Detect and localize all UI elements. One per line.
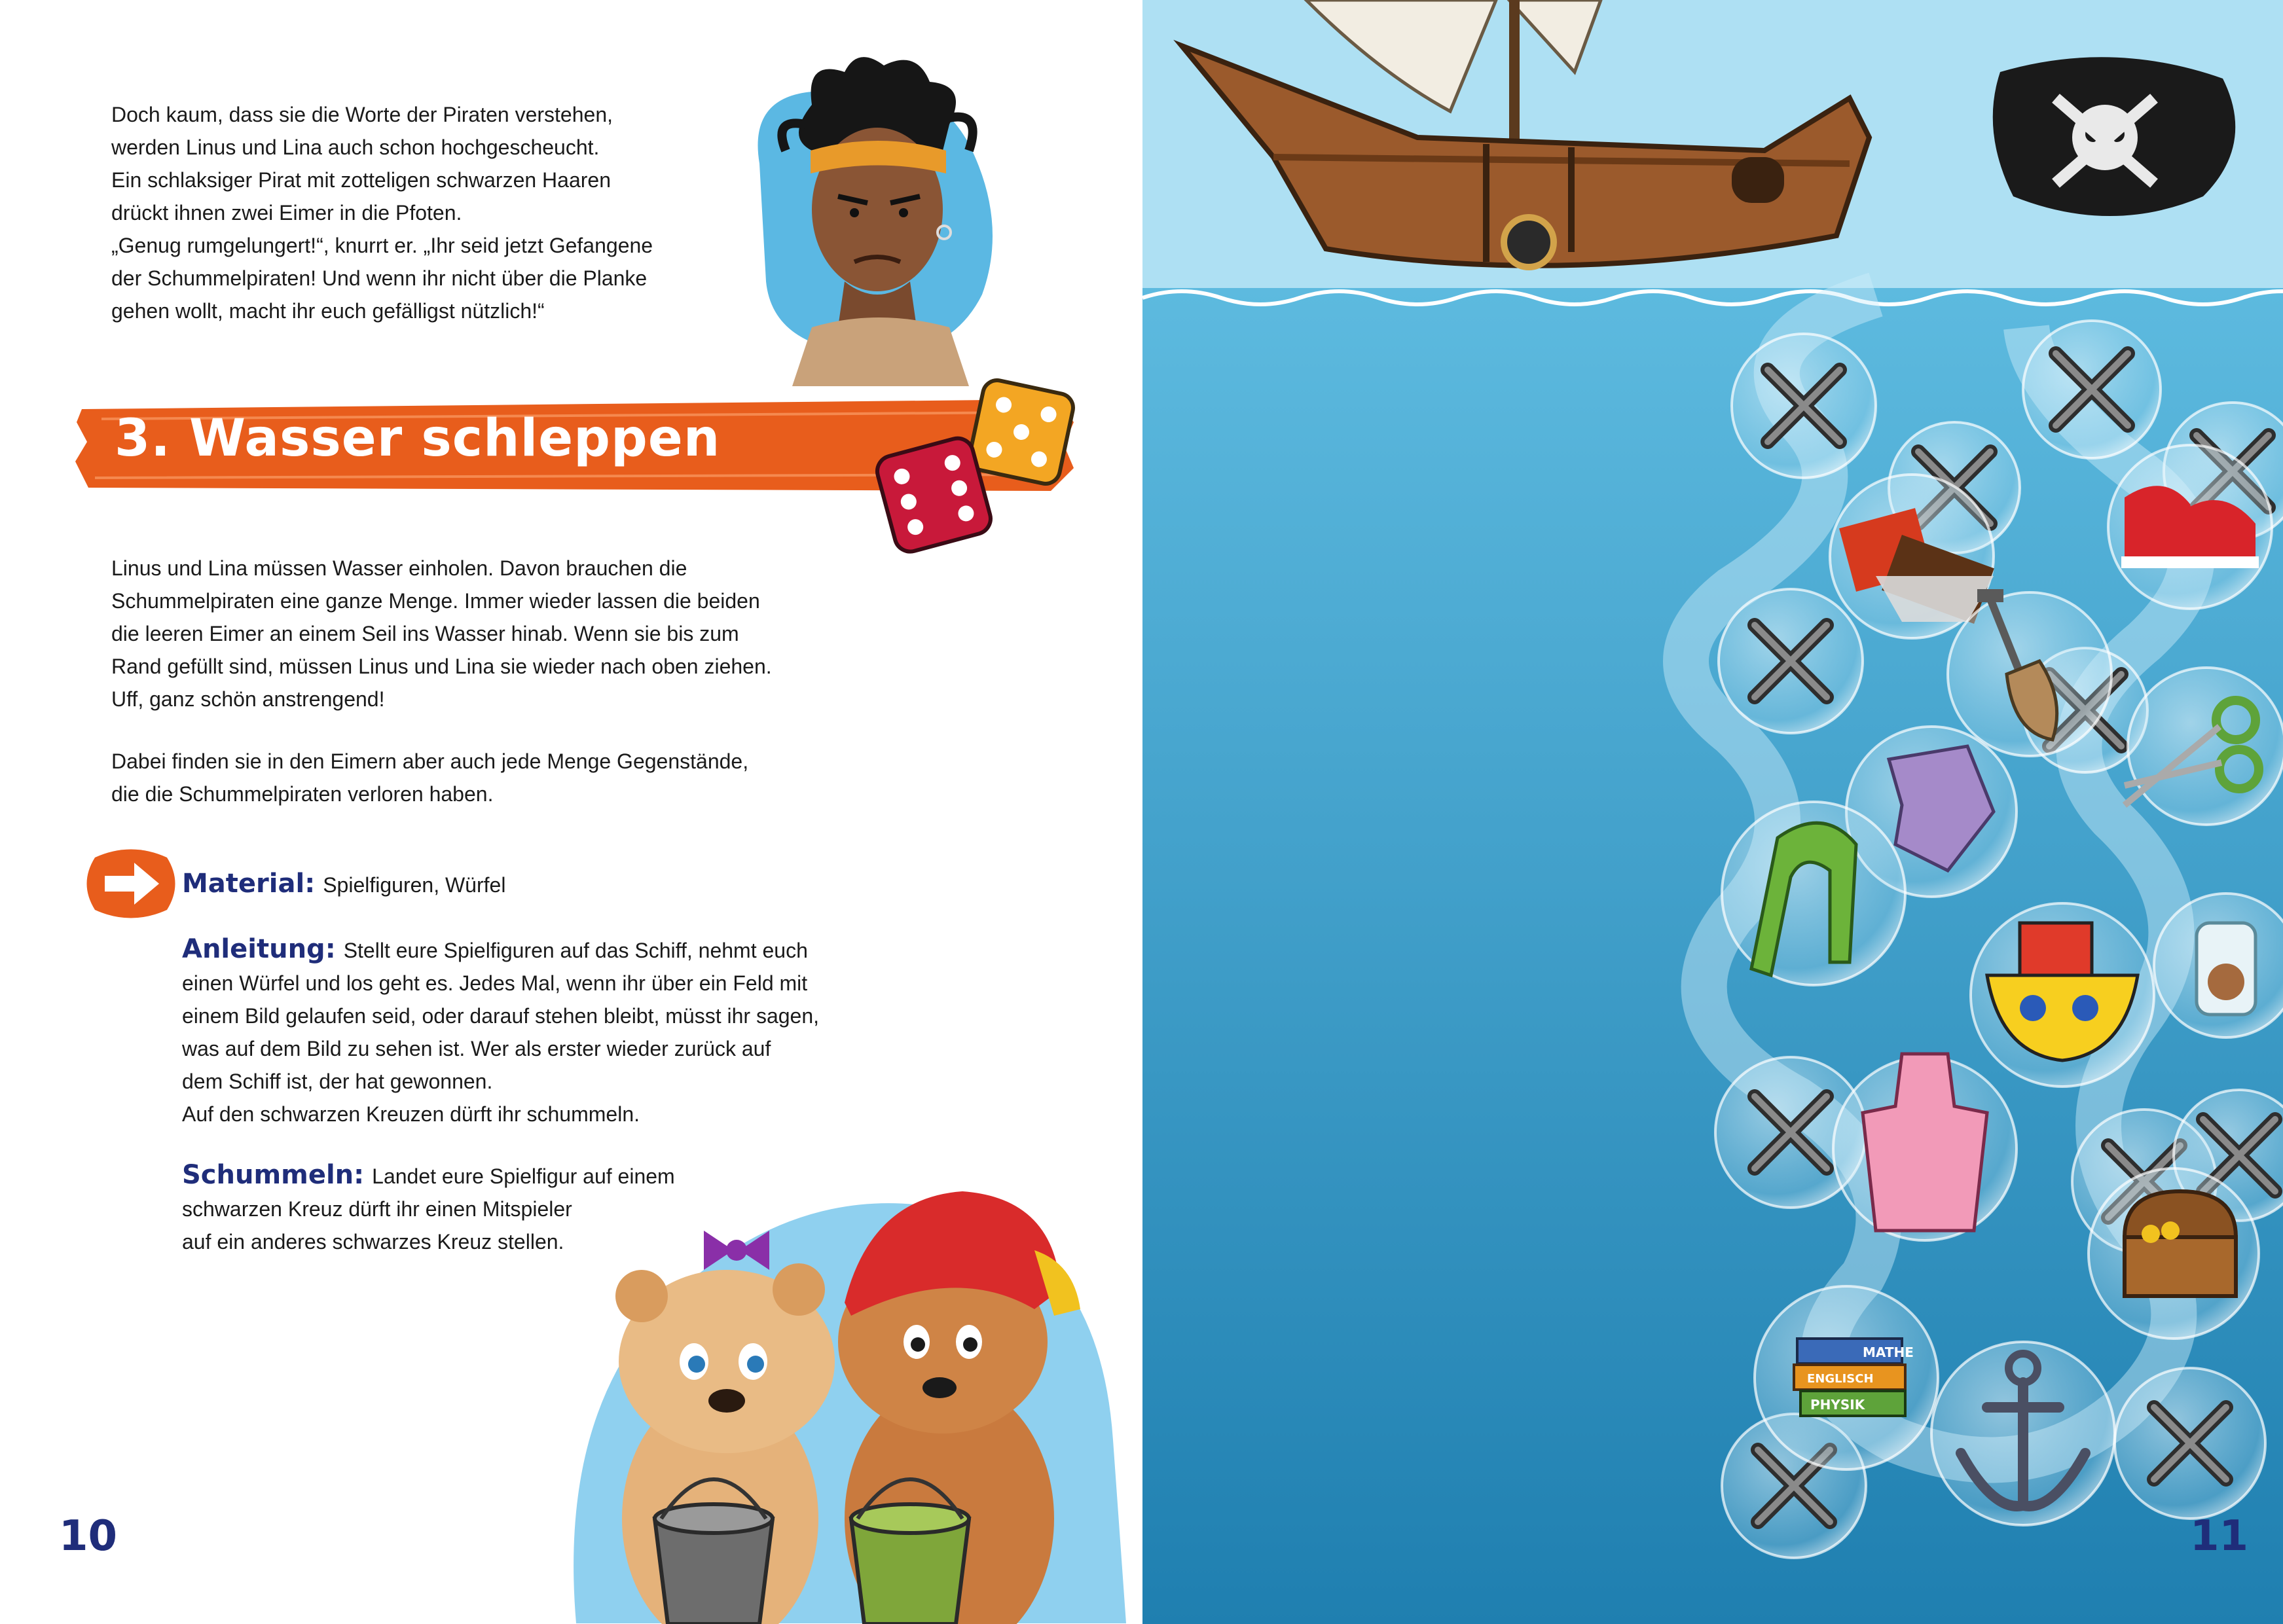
book-label: ENGLISCH [1807,1372,1874,1386]
dice-icon [864,367,1080,556]
story-line: Dabei finden sie in den Eimern aber auch jede Menge Gegenstände, [111,749,749,773]
intro-line: Doch kaum, dass sie die Worte der Piraten verstehen, [111,103,613,126]
shampoo-icon [2154,893,2283,1038]
story-paragraph [111,552,864,715]
treasure-chest-icon [2089,1168,2259,1339]
anleitung-line: was auf dem Bild zu sehen ist. Wer als erster wieder zurück auf [182,1037,771,1060]
book-label: PHYSIK [1810,1397,1865,1413]
anleitung-line: dem Schiff ist, der hat gewonnen. [182,1070,493,1093]
story-line: Schummelpiraten eine ganze Menge. Immer wieder lassen die beiden [111,589,760,613]
story-line: Rand gefüllt sind, müssen Linus und Lina sie wieder nach oben ziehen. [111,655,772,678]
section-title: 3. Wasser schleppen [115,409,721,468]
anleitung-label: Anleitung: [182,934,336,964]
book-label: MATHE [1863,1344,1914,1360]
intro-line: gehen wollt, macht ihr euch gefälligst nützlich!“ [111,299,545,323]
anleitung-line: Auf den schwarzen Kreuzen dürft ihr schummeln. [182,1102,640,1126]
pirate-flag-icon [1993,57,2235,216]
page-number-left: 10 [59,1512,118,1561]
story-paragraph-2 [111,745,864,810]
material-text: Spielfiguren, Würfel [323,873,506,897]
scarf-icon [1722,802,1905,985]
intro-line: werden Linus und Lina auch schon hochgescheucht. [111,135,600,159]
right-page [1142,0,2283,1624]
intro-line: drückt ihnen zwei Eimer in die Pfoten. [111,201,462,225]
page-number-right: 11 [2190,1512,2249,1561]
story-line: Linus und Lina müssen Wasser einholen. Davon brauchen die [111,556,687,580]
material-label: Material: [182,869,316,899]
pirate-illustration [733,46,1008,386]
story-line: die leeren Eimer an einem Seil ins Wasser hinab. Wenn sie bis zum [111,622,739,645]
intro-line: Ein schlaksiger Pirat mit zotteligen schwarzen Haaren [111,168,611,192]
schummeln-line: schwarzen Kreuz dürft ihr einen Mitspieler [182,1197,572,1221]
toy-boat-icon [1971,903,2154,1087]
shovel-icon [1948,589,2111,756]
schummeln-line: Landet eure Spielfigur auf einem [372,1164,675,1188]
intro-line: „Genug rumgelungert!“, knurrt er. „Ihr seid jetzt Gefangene [111,234,653,257]
story-line: Uff, ganz schön anstrengend! [111,687,385,711]
books-icon [1755,1286,1938,1470]
schummeln-label: Schummeln: [182,1160,365,1190]
intro-line: der Schummelpiraten! Und wenn ihr nicht über die Planke [111,266,648,290]
chocolate-icon [1830,475,1994,638]
material-block [182,867,889,901]
anchor-icon [1931,1342,2115,1525]
intro-text [111,98,766,327]
apron-icon [1833,1054,2017,1240]
anleitung-line: einen Würfel und los geht es. Jedes Mal, wenn ihr über ein Feld mit [182,971,808,995]
anleitung-line: einem Bild gelaufen seid, oder darauf stehen bleibt, müsst ihr sagen, [182,1004,820,1028]
anleitung-line: Stellt eure Spielfiguren auf das Schiff, nehmt euch [343,939,808,962]
arrow-right-icon [82,844,180,923]
schummeln-line: auf ein anderes schwarzes Kreuz stellen. [182,1230,564,1254]
story-line: die die Schummelpiraten verloren haben. [111,782,494,806]
otters-illustration [537,1100,1139,1624]
sneakers-icon [2108,445,2272,609]
game-board [1142,0,2283,1624]
